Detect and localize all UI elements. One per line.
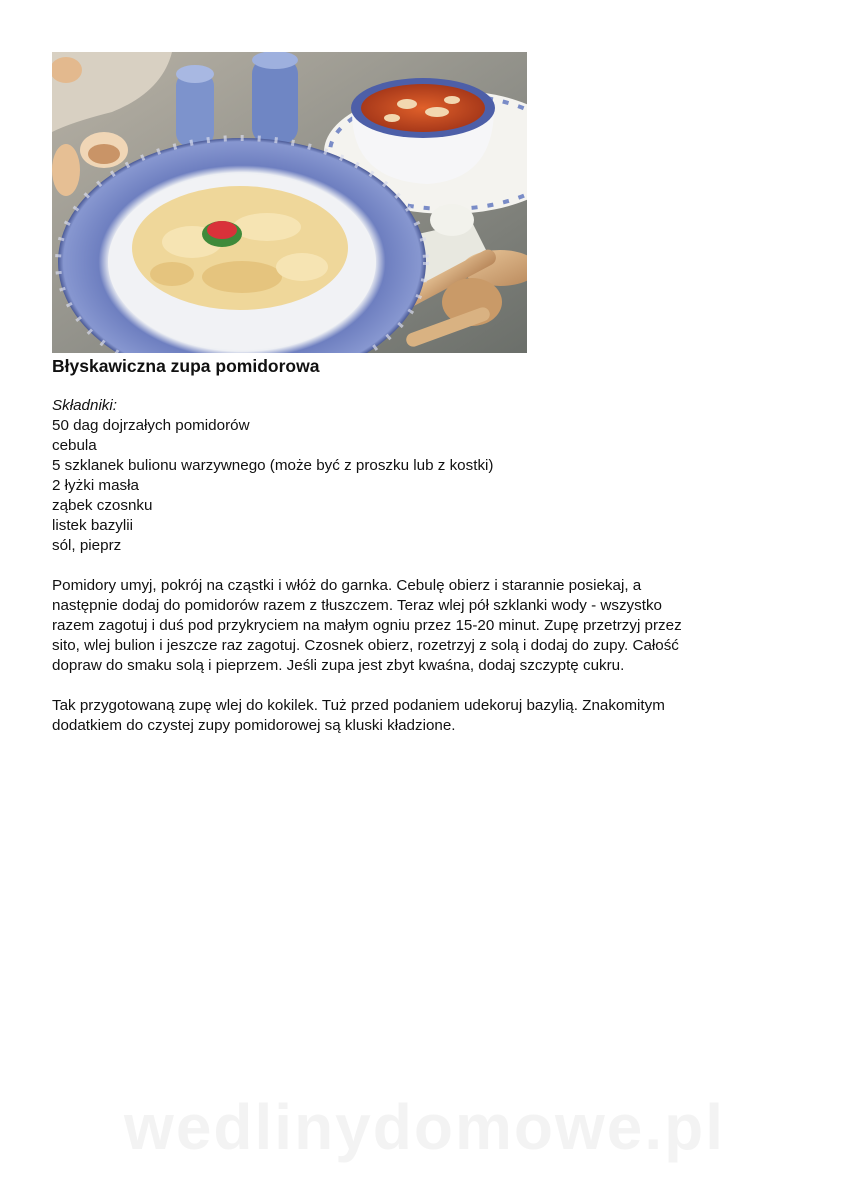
ingredient-item: 5 szklanek bulionu warzywnego (może być z proszku lub z kostki): [52, 457, 494, 474]
recipe-body: [52, 396, 792, 736]
watermark: wedlinydomowe.pl: [124, 1091, 725, 1163]
ingredient-item: 50 dag dojrzałych pomidorów: [52, 417, 250, 434]
recipe-title: Błyskawiczna zupa pomidorowa: [52, 356, 320, 376]
ingredient-item: cebula: [52, 437, 97, 454]
paragraph-line: Tak przygotowaną zupę wlej do kokilek. Tuż przed podaniem udekoruj bazylią. Znakomitym: [52, 697, 665, 714]
ingredient-item: sól, pieprz: [52, 537, 122, 554]
recipe-photo: [52, 52, 527, 353]
instructions-paragraph-2: [52, 696, 792, 736]
paragraph-line: razem zagotuj i duś pod przykryciem na małym ogniu przez 15-20 minut. Zupę przetrzyj przez: [52, 617, 682, 634]
ingredients-list: [52, 416, 792, 556]
paragraph-line: Pomidory umyj, pokrój na cząstki i włóż do garnka. Cebulę obierz i starannie posiekaj, a: [52, 577, 642, 594]
paragraph-line: dopraw do smaku solą i pieprzem. Jeśli zupa jest zbyt kwaśna, dodaj szczyptę cukru.: [52, 657, 625, 674]
ingredients-heading: Składniki:: [52, 397, 117, 414]
paragraph-line: następnie dodaj do pomidorów razem z tłuszczem. Teraz wlej pół szklanki wody - wszystko: [52, 597, 663, 614]
paragraph-line: dodatkiem do czystej zupy pomidorowej są kluski kładzione.: [52, 717, 456, 734]
ingredient-item: ząbek czosnku: [52, 497, 153, 514]
instructions-paragraph-1: [52, 576, 792, 676]
ingredient-item: listek bazylii: [52, 517, 134, 534]
paragraph-line: sito, wlej bulion i jeszcze raz zagotuj. Czosnek obierz, rozetrzyj z solą i dodaj do zupy. Całość: [52, 637, 679, 654]
ingredient-item: 2 łyżki masła: [52, 477, 139, 494]
